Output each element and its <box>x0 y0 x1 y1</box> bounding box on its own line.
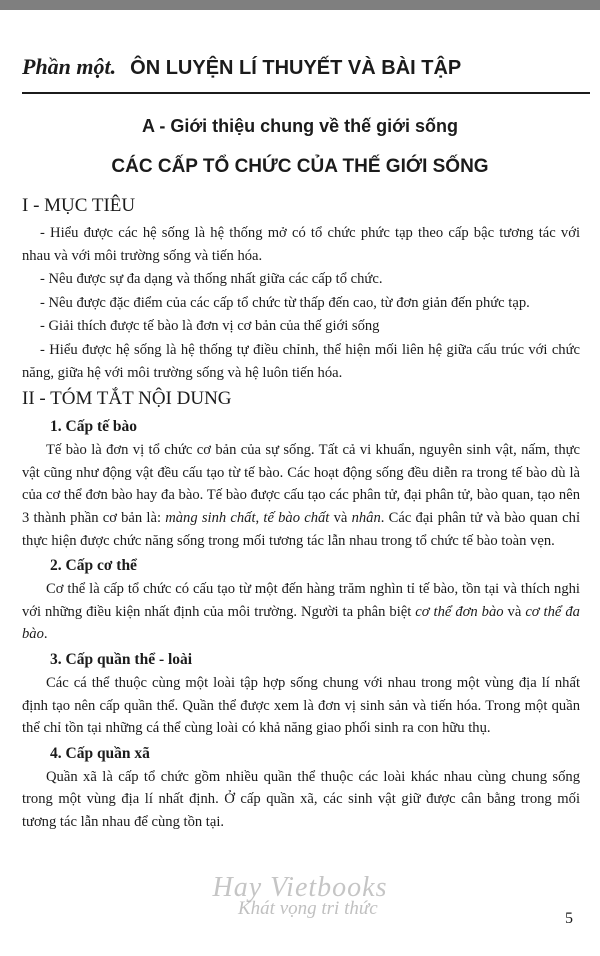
term-cytoplasm: tế bào chất <box>263 509 330 526</box>
chapter-title: CÁC CẤP TỔ CHỨC CỦA THẾ GIỚI SỐNG <box>111 156 489 177</box>
part-header <box>22 54 592 80</box>
term-cell-membrane: màng sinh chất <box>165 509 256 526</box>
watermark-text: Hay Vietbooks <box>212 872 388 903</box>
objective-item: - Nêu được đặc điểm của các cấp tổ chức từ thấp đến cao, từ đơn giản đến phức tạp. <box>40 294 530 311</box>
subsection-title-cell: 1. Cấp tế bào <box>50 418 137 436</box>
subsection-body-organism <box>22 578 580 646</box>
term-unicellular: cơ thể đơn bào <box>415 603 504 620</box>
body-text: và <box>503 603 526 620</box>
body-text: . <box>43 626 48 643</box>
body-text: và <box>329 509 352 526</box>
top-edge-shadow <box>0 0 600 10</box>
objective-item: - Hiểu được các hệ sống là hệ thống mở có tổ chức phức tạp theo cấp bậc tương tác với nhau và với môi trường sống và tiến hóa. <box>22 225 580 264</box>
subsection-body-cell <box>22 439 580 552</box>
subsection-title-community: 4. Cấp quần xã <box>50 744 150 762</box>
objective-item: - Giải thích được tế bào là đơn vị cơ bản của thế giới sống <box>40 318 380 335</box>
subsection-body-population: Các cá thể thuộc cùng một loài tập hợp sống chung với nhau trong một vùng địa lí nhất định tạo nên cấp quần thể. Quần thể được xem là đơn vị sinh sản và tiến hóa. Trong một quần thể chỉ tồn tại những cá thể cùng loài có khả năng giao phối sinh ra con hữu thụ. <box>22 674 580 737</box>
subsection-body-community: Quần xã là cấp tổ chức gồm nhiều quần thể thuộc các loài khác nhau cùng chung sống trong một vùng địa lí nhất định. Ở cấp quần xã, các sinh vật giữ được cân bằng trong mối tương tác lẫn nhau để cùng tồn tại. <box>22 768 580 830</box>
objectives-list <box>22 222 580 384</box>
term-nucleus: nhân <box>351 509 381 526</box>
section-a-title: A - Giới thiệu chung về thế giới sống <box>142 116 458 136</box>
part-title: ÔN LUYỆN LÍ THUYẾT VÀ BÀI TẬP <box>130 57 462 79</box>
subsection-title-organism: 2. Cấp cơ thể <box>50 557 137 575</box>
body-text: Cơ thể là cấp tổ chức có cấu tạo từ một đến hàng trăm nghìn tỉ tế bào, tồn tại và thích nghi với những điều kiện nhất định của môi trường. Người ta phân biệt <box>22 581 580 620</box>
body-text: Tế bào là đơn vị tổ chức cơ bản của sự sống. Tất cả vi khuẩn, nguyên sinh vật, nấm, thực vật cũng như động vật đều cấu tạo từ tế bào. Các hoạt động sống đều diễn ra trong tế bào dù là của cơ thể đơn bào hay đa bào. Tế bào được cấu tạo các phân tử, đại phân tử, bào quan, tạo nên 3 thành phần cơ bản là: <box>22 442 580 526</box>
watermark-slogan: Khát vọng tri thức <box>238 898 378 919</box>
objective-item: - Nêu được sự đa dạng và thống nhất giữa các cấp tổ chức. <box>40 271 383 288</box>
body-text: , <box>255 509 264 526</box>
subsection-title-population: 3. Cấp quần thể - loài <box>50 650 193 668</box>
body-text: . Các đại phân tử và bào quan chỉ thực hiện được chức năng sống trong mối tương tác lẫn nhau trong tổ chức tế bào toàn vẹn. <box>22 509 580 549</box>
part-label: Phần một. <box>22 54 117 79</box>
summary-heading: II - TÓM TẮT NỘI DUNG <box>22 388 232 410</box>
objectives-heading: I - MỤC TIÊU <box>22 195 136 216</box>
page-content <box>22 192 580 833</box>
header-rule <box>22 92 590 94</box>
term-multicellular: cơ thể đa bào <box>22 603 580 643</box>
page-number: 5 <box>565 910 573 927</box>
objective-item: - Hiểu được hệ sống là hệ thống tự điều chỉnh, thể hiện mối liên hệ giữa cấu trúc với chức năng, giữa hệ với môi trường sống và hệ luôn tiến hóa. <box>22 341 580 381</box>
